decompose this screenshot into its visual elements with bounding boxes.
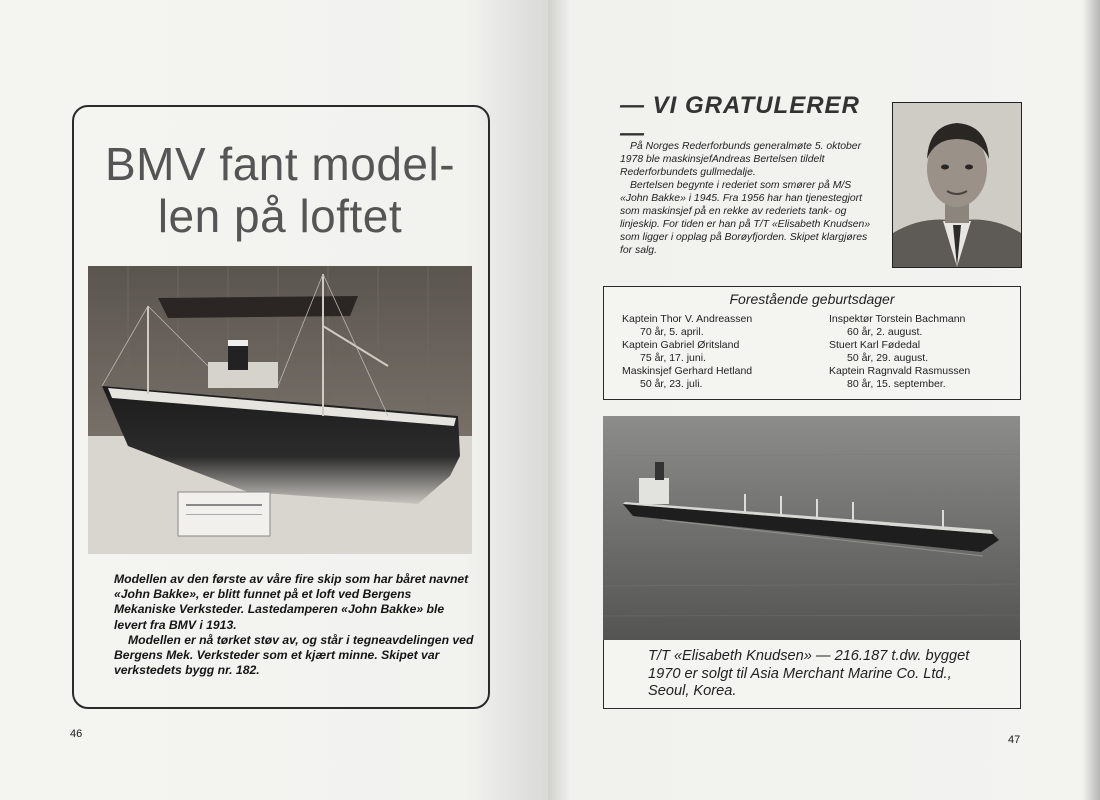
birthday-name: Inspektør Torstein Bachmann	[829, 313, 966, 325]
page-number: 46	[70, 728, 83, 740]
birthday-date: 75 år, 17. juni.	[640, 352, 706, 364]
tanker-ship-photo	[603, 416, 1020, 640]
birthdays-box	[603, 286, 1021, 400]
caption-paragraph: Modellen av den første av våre fire skip som har båret navnet «John Bakke», er blitt funnet på et loft ved Bergens Mekaniske Verksteder. Lastedamperen «John Bakke» ble levert fra BMV i 1913.	[114, 572, 469, 632]
congrats-paragraph: Bertelsen begynte i rederiet som smører på M/S «John Bakke» i 1945. Fra 1956 har han tjenestegjort som maskinsjef på en rekke av rederiets tank- og linjeskip. For tiden er han på T/T «Elisabeth Knudsen» som ligger i opplag på Borøyfjorden. Skipet klargjøres for salg.	[620, 180, 871, 256]
birthdays-title: Forestående geburtsdager	[729, 291, 895, 307]
birthday-date: 60 år, 2. august.	[847, 326, 923, 338]
birthday-name: Kaptein Gabriel Øritsland	[622, 339, 740, 351]
birthday-entry	[829, 313, 1019, 339]
page-edge-shadow	[1082, 0, 1100, 800]
birthday-entry	[622, 339, 812, 365]
birthday-date: 50 år, 23. juli.	[640, 378, 703, 390]
tanker-caption-box	[603, 640, 1021, 709]
congrats-text	[620, 140, 880, 257]
article-caption	[114, 572, 476, 678]
birthday-entry	[829, 365, 1019, 391]
congrats-paragraph: På Norges Rederforbunds generalmøte 5. oktober 1978 ble maskinsjefAndreas Bertelsen tildelt Rederforbundets gullmedalje.	[620, 141, 862, 178]
birthday-name: Kaptein Thor V. Andreassen	[622, 313, 753, 325]
birthday-name: Maskinsjef Gerhard Hetland	[622, 365, 753, 377]
page-number: 47	[1008, 734, 1021, 746]
birthday-entry	[622, 365, 812, 391]
birthday-entry	[829, 339, 1019, 365]
portrait-photo	[892, 102, 1022, 268]
congrats-heading: — VI GRATULERER —	[620, 92, 860, 147]
birthday-date: 70 år, 5. april.	[640, 326, 704, 338]
birthday-date: 50 år, 29. august.	[847, 352, 929, 364]
tanker-caption: T/T «Elisabeth Knudsen» — 216.187 t.dw. bygget 1970 er solgt til Asia Merchant Marine Co. Ltd., Seoul, Korea.	[648, 648, 970, 699]
caption-paragraph: Modellen er nå tørket støv av, og står i tegneavdelingen ved Bergens Mek. Verksteder som et kjært minne. Skipet var verkstedets bygg nr. 182.	[114, 632, 474, 678]
birthdays-column-right	[829, 313, 1019, 391]
birthday-entry	[622, 313, 812, 339]
birthday-name: Kaptein Ragnvald Rasmussen	[829, 365, 971, 377]
ship-model-photo	[88, 266, 472, 554]
birthdays-column-left	[622, 313, 812, 391]
birthday-date: 80 år, 15. september.	[847, 378, 946, 390]
article-title: BMV fant model-len på loftet	[104, 138, 456, 242]
birthday-name: Stuert Karl Fødedal	[829, 339, 921, 351]
